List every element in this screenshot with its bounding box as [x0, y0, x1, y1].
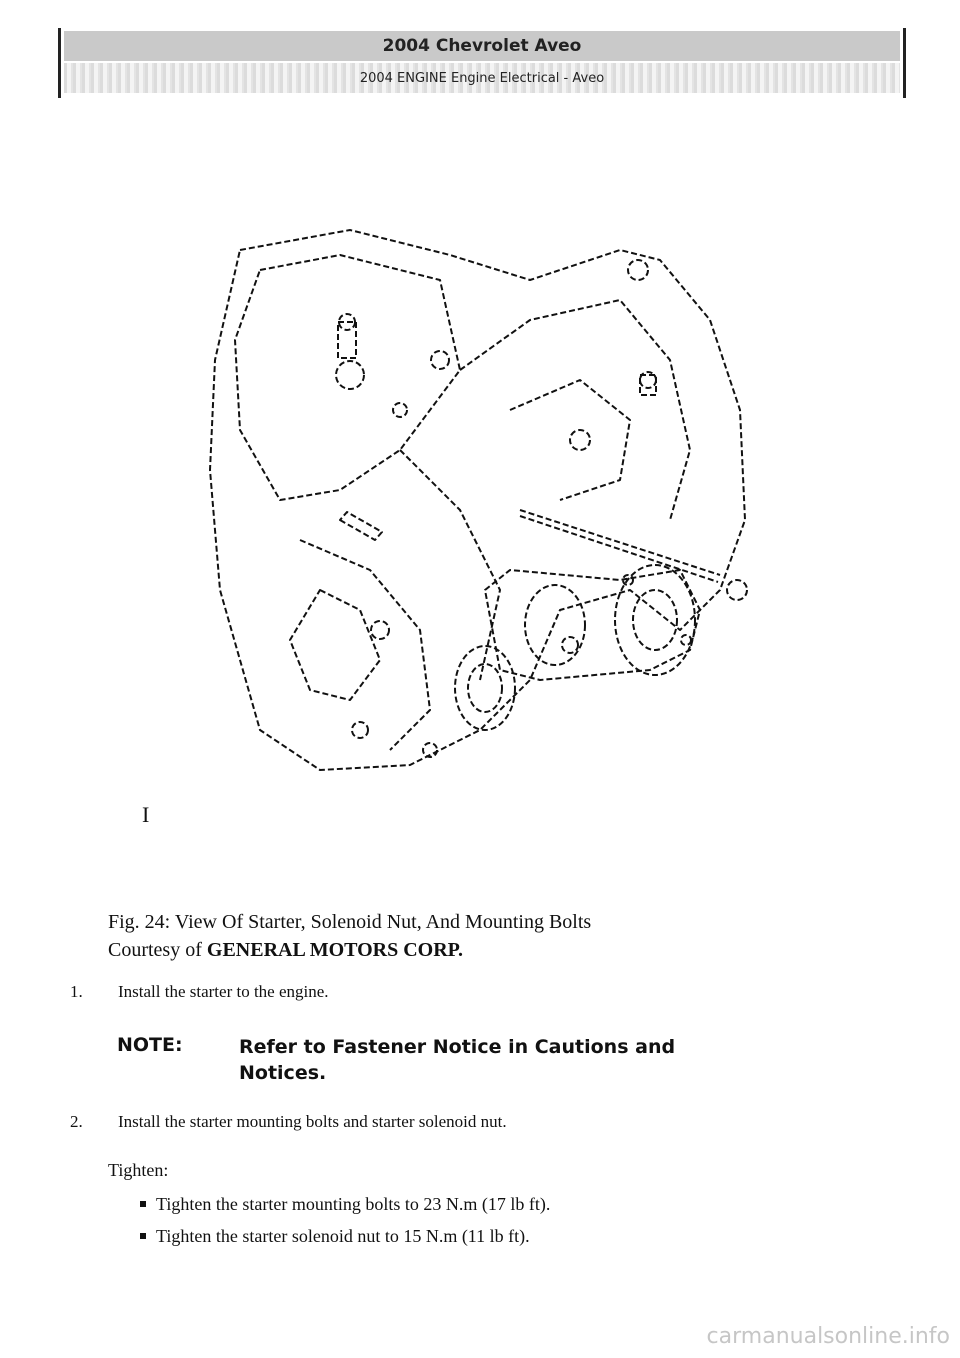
tighten-item-nut: Tighten the starter solenoid nut to 15 N.m (11 lb ft). — [140, 1222, 550, 1254]
step-1-text: Install the starter to the engine. — [118, 982, 329, 1001]
page-header — [58, 28, 906, 94]
step-1-number: 1. — [70, 982, 83, 1001]
tighten-list — [140, 1190, 550, 1254]
starter-illustration — [200, 210, 760, 790]
courtesy-org: GENERAL MOTORS CORP. — [206, 939, 464, 961]
header-subtitle: 2004 ENGINE Engine Electrical - Aveo — [64, 63, 900, 93]
figure-marker: I — [142, 802, 150, 827]
note-label: NOTE: — [117, 1034, 183, 1056]
note-text: Refer to Fastener Notice in Cautions and Notices. — [239, 1036, 676, 1084]
tighten-item-bolts: Tighten the starter mounting bolts to 23 N.m (17 lb ft). — [140, 1190, 550, 1222]
figure-caption-title: Fig. 24: View Of Starter, Solenoid Nut, And Mounting Bolts — [108, 911, 592, 933]
figure-courtesy — [108, 936, 591, 964]
header-title: 2004 Chevrolet Aveo — [64, 31, 900, 61]
step-2-number: 2. — [70, 1112, 83, 1131]
courtesy-prefix: Courtesy of — [108, 939, 202, 961]
site-watermark: carmanualsonline.info — [706, 1324, 950, 1349]
figure-caption — [108, 908, 591, 964]
tighten-label: Tighten: — [108, 1160, 169, 1180]
step-2-text: Install the starter mounting bolts and starter solenoid nut. — [118, 1112, 507, 1131]
header-right-rule — [903, 28, 906, 98]
transaxle-starter-drawing — [200, 210, 760, 790]
header-left-rule — [58, 28, 61, 98]
